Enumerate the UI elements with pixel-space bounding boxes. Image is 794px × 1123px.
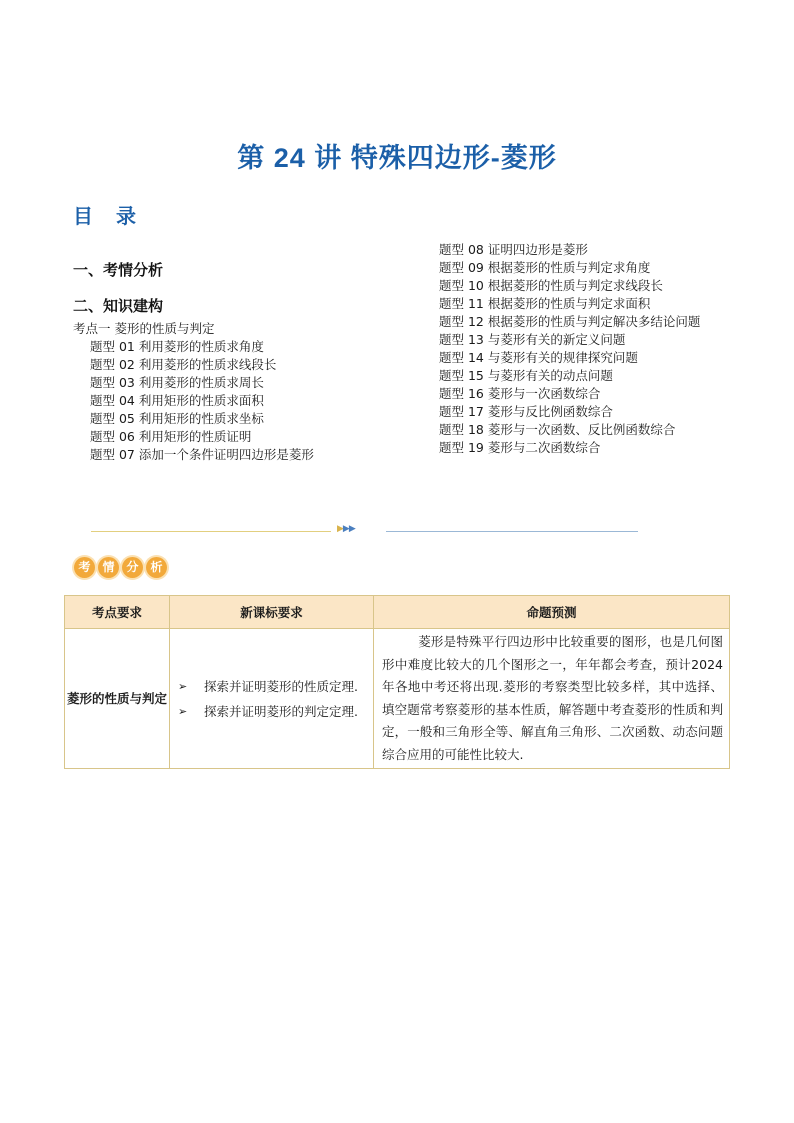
exam-analysis-table [64,595,730,769]
toc-item[interactable]: 题型 19 菱形与二次函数综合 [439,440,601,455]
toc-right-column [439,241,729,457]
toc-item[interactable]: 题型 12 根据菱形的性质与判定解决多结论问题 [439,314,701,329]
list-item [178,675,367,698]
toc-item[interactable]: 题型 17 菱形与反比例函数综合 [439,404,613,419]
toc-item[interactable]: 题型 14 与菱形有关的规律探究问题 [439,350,638,365]
toc-item[interactable]: 题型 10 根据菱形的性质与判定求线段长 [439,278,663,293]
toc-item[interactable]: 题型 02 利用菱形的性质求线段长 [90,357,277,372]
requirement-text: 探索并证明菱形的判定定理. [204,703,358,719]
badge-char: 考 [74,557,95,578]
toc-item[interactable]: 题型 13 与菱形有关的新定义问题 [439,332,626,347]
toc-item[interactable]: 题型 07 添加一个条件证明四边形是菱形 [90,447,314,462]
table-header: 考点要求 [65,596,170,629]
divider-left [91,531,331,532]
divider-right [386,531,638,532]
toc-item[interactable]: 题型 03 利用菱形的性质求周长 [90,375,264,390]
toc-item[interactable]: 题型 06 利用矩形的性质证明 [90,429,252,444]
table-row [65,629,730,769]
page-title: 第 24 讲 特殊四边形-菱形 [237,143,557,173]
divider-arrows-icon: ▶▶▶ [337,524,355,534]
prediction-text: 菱形是特殊平行四边形中比较重要的图形，也是几何图形中难度比较大的几个图形之一，年年都会考查，预计2024年各地中考还将出现.菱形的考察类型比较多样，其中选择、填空题常考察菱形的基本性质，解答题中考查菱形的性质和判定，一般和三角形全等、解直角三角形、二次函数、动态问题综合应用的可能性比较大. [382,634,723,762]
toc-kaodian[interactable]: 考点一 菱形的性质与判定 [73,321,215,336]
toc-item[interactable]: 题型 18 菱形与一次函数、反比例函数综合 [439,422,676,437]
toc-item[interactable]: 题型 05 利用矩形的性质求坐标 [90,411,264,426]
point-text: 菱形的性质与判定 [66,690,167,706]
toc-item[interactable]: 题型 16 菱形与一次函数综合 [439,386,601,401]
badge-char: 分 [122,557,143,578]
toc-heading: 目 录 [73,204,144,228]
section-badge [74,557,167,578]
prediction-cell [374,629,730,769]
arrow-bullet-icon: ➢ [178,704,188,718]
toc-section-2[interactable]: 二、知识建构 [73,297,164,315]
requirements-cell [170,629,374,769]
arrow-bullet-icon: ➢ [178,679,188,693]
badge-char: 析 [146,557,167,578]
toc-item[interactable]: 题型 09 根据菱形的性质与判定求角度 [439,260,651,275]
list-item [178,700,367,723]
toc-item[interactable]: 题型 15 与菱形有关的动点问题 [439,368,613,383]
badge-char: 情 [98,557,119,578]
toc-left-column [73,320,314,464]
toc-item[interactable]: 题型 04 利用矩形的性质求面积 [90,393,264,408]
toc-item[interactable]: 题型 01 利用菱形的性质求角度 [90,339,264,354]
table-header: 命题预测 [374,596,730,629]
toc-section-1[interactable]: 一、考情分析 [73,261,164,279]
toc-item[interactable]: 题型 11 根据菱形的性质与判定求面积 [439,296,651,311]
table-header: 新课标要求 [170,596,374,629]
toc-item[interactable]: 题型 08 证明四边形是菱形 [439,242,588,257]
requirement-text: 探索并证明菱形的性质定理. [204,678,358,694]
point-cell [65,629,170,769]
